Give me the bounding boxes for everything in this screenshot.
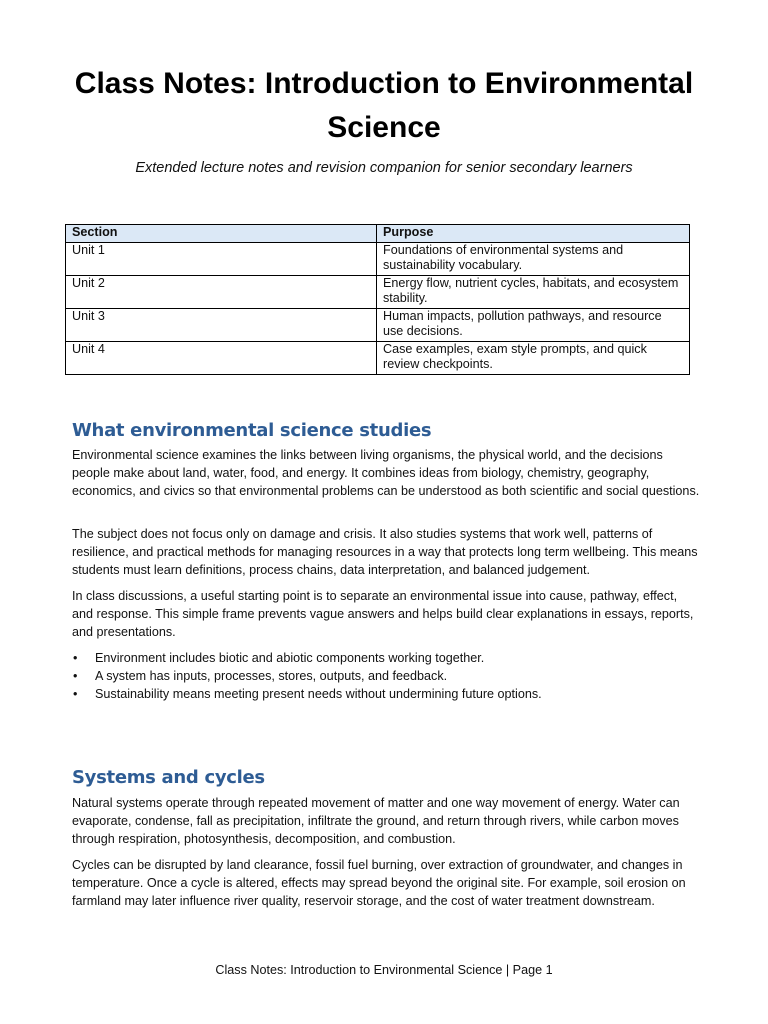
list-item (72, 685, 700, 703)
table-row (66, 308, 690, 341)
list-item (72, 649, 700, 667)
table-row (66, 341, 690, 374)
list-item (72, 667, 700, 685)
unit-overview-table (65, 224, 690, 375)
bullet-icon: • (73, 687, 78, 701)
paragraph: The subject does not focus only on damage and crisis. It also studies systems that work well, patterns of resilience, and practical methods for managing resources in a way that protects long term wellbeing. This means students must learn definitions, process chains, data interpretation, and balanced judgement. (72, 527, 698, 577)
paragraph: In class discussions, a useful starting point is to separate an environmental issue into cause, pathway, effect, and response. This simple frame prevents vague answers and helps build clear explanations in essays, reports, and presentations. (72, 589, 694, 639)
bullet-icon: • (73, 669, 78, 683)
cell-purpose: Human impacts, pollution pathways, and resource use decisions. (377, 308, 690, 341)
column-header-section: Section (66, 225, 377, 243)
cell-section: Unit 2 (66, 275, 377, 308)
section-heading-systems-and-cycles: Systems and cycles (72, 767, 265, 788)
paragraph: Natural systems operate through repeated movement of matter and one way movement of energy. Water can evaporate, condense, fall as precipitation, infiltrate the ground, and return through rivers, while carbon moves through respiration, photosynthesis, decomposition, and combustion. (72, 796, 680, 846)
table-row (66, 275, 690, 308)
cell-section: Unit 4 (66, 341, 377, 374)
bullet-icon: • (73, 651, 78, 665)
key-points-list (72, 649, 700, 703)
list-item-text: Sustainability means meeting present needs without undermining future options. (95, 687, 542, 701)
table-row (66, 242, 690, 275)
cell-section: Unit 3 (66, 308, 377, 341)
list-item-text: Environment includes biotic and abiotic components working together. (95, 651, 485, 665)
column-header-purpose: Purpose (377, 225, 690, 243)
cell-purpose: Foundations of environmental systems and sustainability vocabulary. (377, 242, 690, 275)
cell-section: Unit 1 (66, 242, 377, 275)
section-heading-what-environmental-science-studies: What environmental science studies (72, 420, 432, 441)
table-header-row (66, 225, 690, 243)
page-footer: Class Notes: Introduction to Environmental Science | Page 1 (215, 963, 553, 977)
document-subtitle: Extended lecture notes and revision companion for senior secondary learners (135, 160, 633, 176)
cell-purpose: Energy flow, nutrient cycles, habitats, and ecosystem stability. (377, 275, 690, 308)
document-title: Class Notes: Introduction to Environmental Science (74, 67, 694, 144)
paragraph: Environmental science examines the links between living organisms, the physical world, and the decisions people make about land, water, food, and energy. It combines ideas from biology, chemistry, geography, economics, and civics so that environmental problems can be understood as both scientific and social questions. (72, 448, 700, 498)
paragraph: Cycles can be disrupted by land clearance, fossil fuel burning, over extraction of groundwater, and changes in temperature. Once a cycle is altered, effects may spread beyond the original site. For example, soil erosion on farmland may later influence river quality, reservoir storage, and the cost of water treatment downstream. (72, 858, 686, 908)
list-item-text: A system has inputs, processes, stores, outputs, and feedback. (95, 669, 448, 683)
cell-purpose: Case examples, exam style prompts, and quick review checkpoints. (377, 341, 690, 374)
